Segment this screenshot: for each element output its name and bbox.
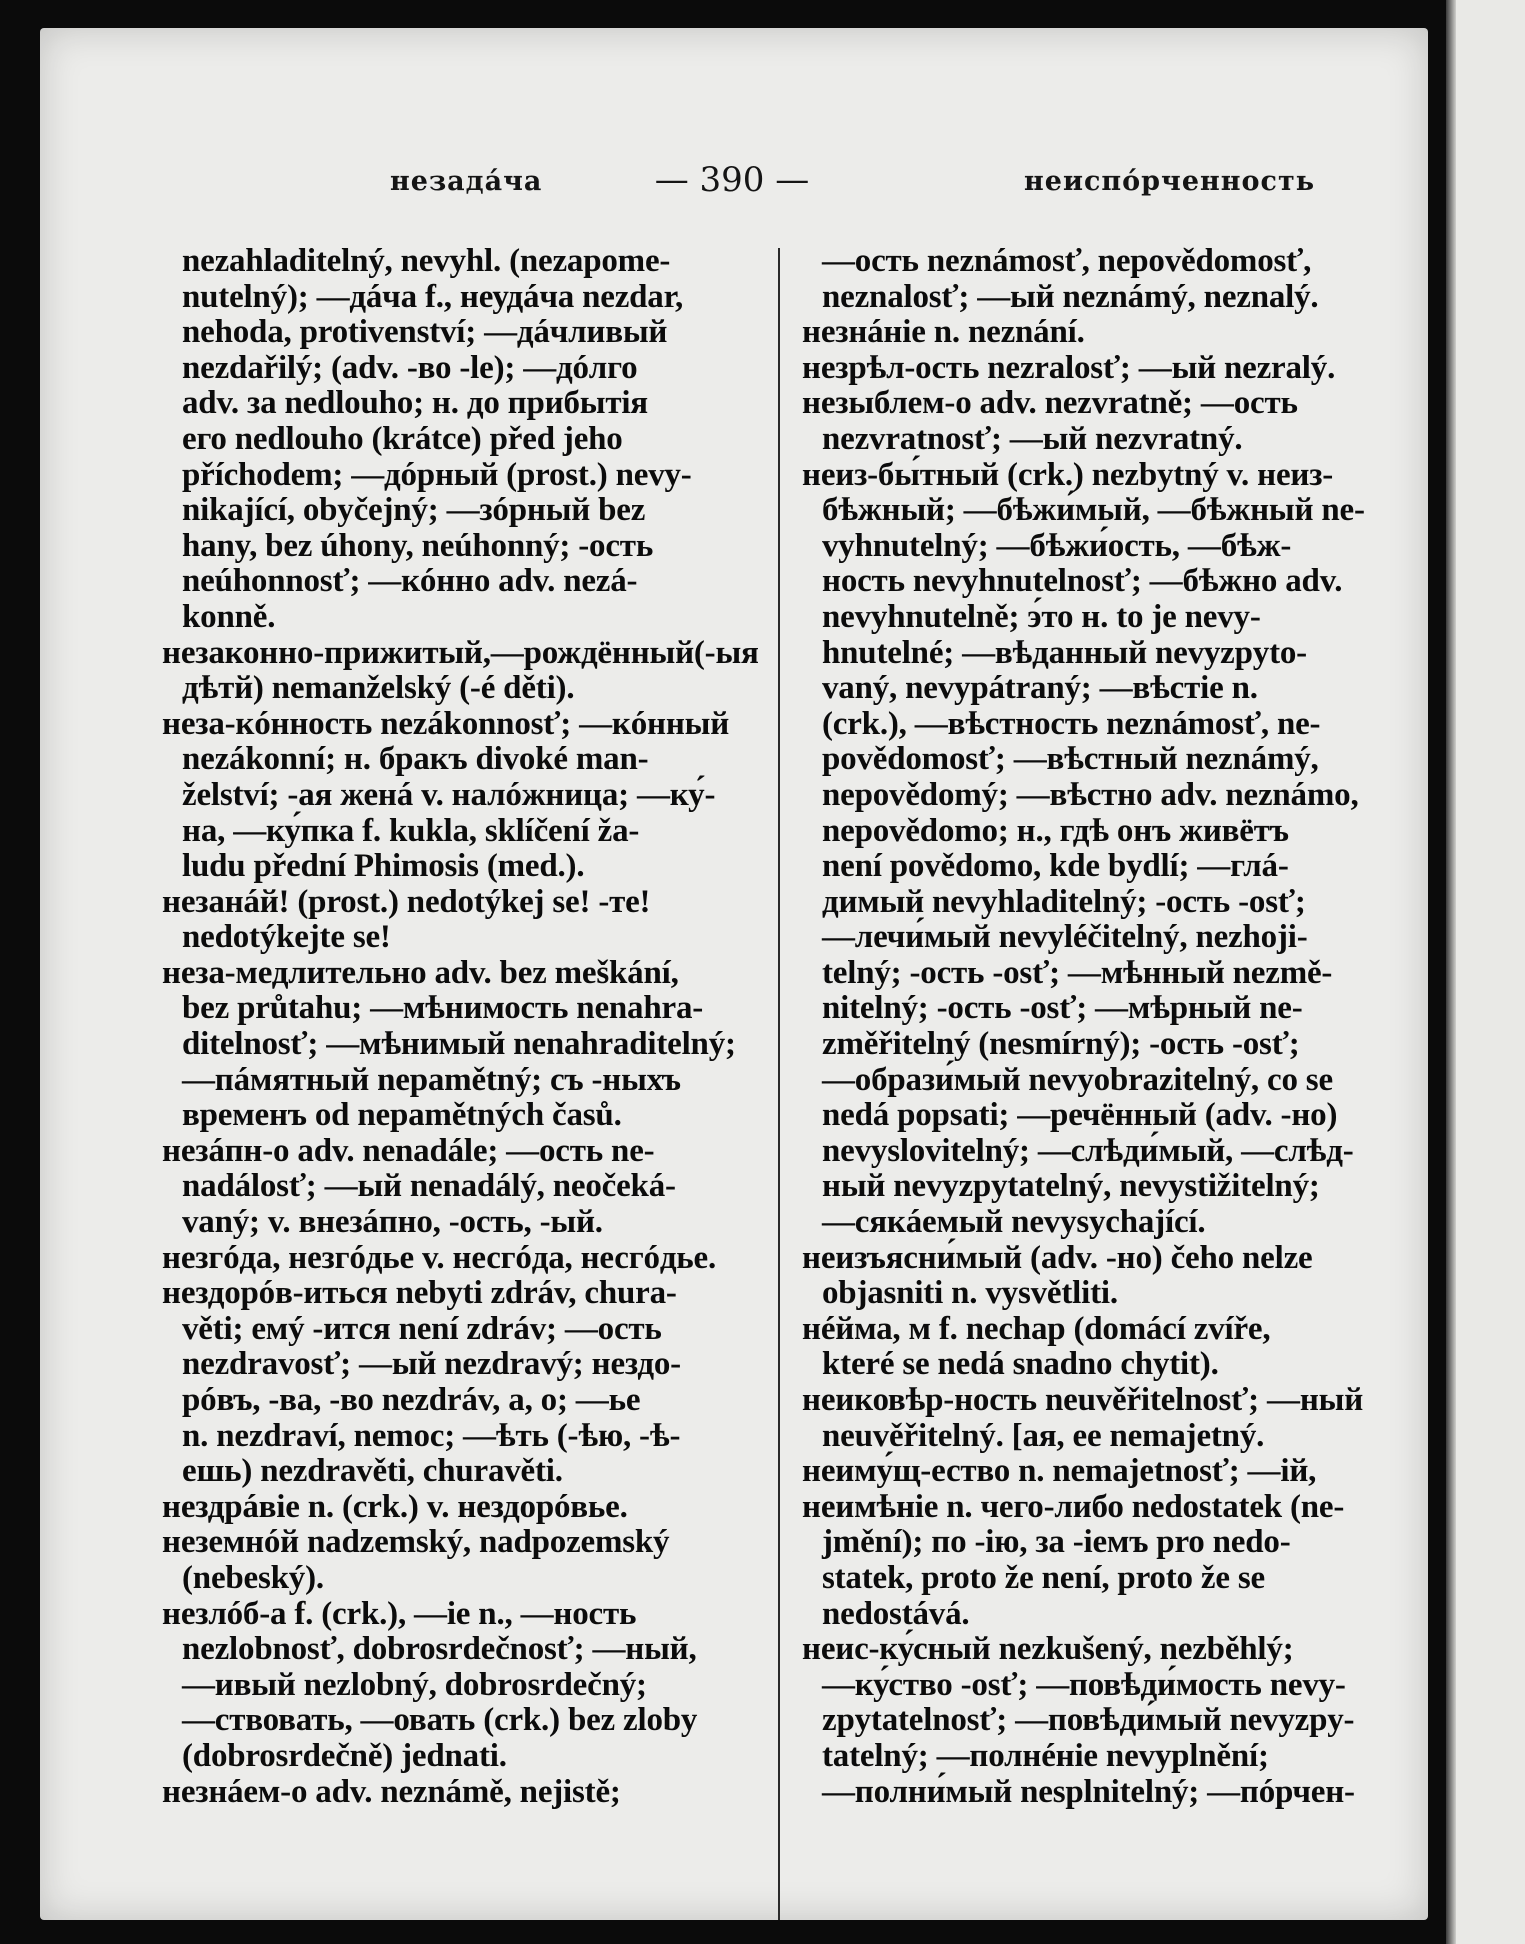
dictionary-line: bez průtahu; —мѣнимость nenahra- <box>182 990 704 1027</box>
dictionary-line: неимѣніе n. чего-либо nedostatek (ne- <box>802 1488 1345 1525</box>
dictionary-line: рóвъ, -ва, -во nezdráv, a, o; —ье <box>182 1382 641 1418</box>
dictionary-line: neuvěřitelný. [ая, ее nemajetný. <box>822 1417 1265 1454</box>
dictionary-line: telný; -ость -osť; —мѣнный nezmě- <box>822 954 1333 991</box>
dictionary-line: незрѣл-ость nezralosť; —ый nezralý. <box>802 349 1336 386</box>
dictionary-line: nepovědomo; н., гдѣ онъ живётъ <box>822 812 1289 849</box>
dictionary-line: nevyslovitelný; —слѣди́мый, —слѣд- <box>822 1132 1354 1169</box>
dictionary-line: незыблем-о adv. nezvratně; —ость <box>802 385 1298 422</box>
dictionary-line: nitelný; -ость -osť; —мѣрный ne- <box>822 990 1303 1027</box>
dictionary-line: —полни́мый nesplnitelný; —пóрчен- <box>822 1773 1355 1810</box>
dictionary-line: želství; -ая женá v. налóжница; —ку́- <box>182 776 716 813</box>
dictionary-line: временъ od nepamětných časů. <box>182 1097 622 1134</box>
dictionary-line: —ку́ство -osť; —повѣди́мость nevy- <box>822 1666 1346 1703</box>
dictionary-line: nedotýkejte se! <box>182 919 391 956</box>
dictionary-line: (dobrosrdečně) jednati. <box>182 1737 507 1774</box>
dictionary-line: неизъясни́мый (adv. -но) čeho nelze <box>802 1239 1313 1276</box>
dictionary-line: nedostává. <box>822 1595 970 1632</box>
dictionary-line: nedá popsati; —речённый (adv. -но) <box>822 1097 1338 1134</box>
dictionary-line: на, —ку́пка f. kukla, sklíčení ža- <box>182 812 640 849</box>
header-left-word: незадáча <box>390 166 543 197</box>
dictionary-line: věti; емý -ится není zdráv; —ость <box>182 1310 662 1347</box>
dictionary-line: nezdařilý; (adv. -во -le); —дóлго <box>182 349 638 386</box>
left-column <box>162 244 784 1810</box>
dictionary-line: nutelný); —дáча f., неудáча nezdar, <box>182 278 684 315</box>
dictionary-line: бѣжный; —бѣжи́мый, —бѣжный ne- <box>822 492 1365 529</box>
dictionary-line: —пáмятный nepamětný; съ -ныхъ <box>182 1061 681 1098</box>
dictionary-line: příchodem; —дóрный (prost.) nevy- <box>182 456 692 493</box>
dictionary-line: незáпн-о adv. nenadále; —ость ne- <box>162 1132 655 1169</box>
dictionary-line: незгóда, незгóдье v. несгóда, несгóдье. <box>162 1239 717 1276</box>
dictionary-line: ность nevyhnutelnosť; —бѣжно adv. <box>822 563 1343 600</box>
dictionary-line: незанáй! (prost.) nedotýkej se! -те! <box>162 883 651 920</box>
dictionary-line: ludu přední Phimosis (med.). <box>182 848 585 885</box>
dictionary-line: není povědomo, kde bydlí; —глá- <box>822 848 1289 885</box>
dictionary-line: неиковѣр-ность neuvěřitelnosť; —ный <box>802 1382 1364 1418</box>
dictionary-line: jmění); по -ію, за -іемъ pro nedo- <box>822 1524 1291 1561</box>
dictionary-line: n. nezdraví, nemoc; —ѣть (-ѣю, -ѣ- <box>182 1417 681 1454</box>
dictionary-line: нездорóв-иться nebyti zdráv, chura- <box>162 1275 677 1312</box>
dictionary-line: дѣтй) nemanželský (-é děti). <box>182 670 575 707</box>
dictionary-line: незлóб-а f. (crk.), —іе n., —ность <box>162 1595 637 1632</box>
dictionary-line: neúhonnosť; —кóнно adv. nezá- <box>182 563 638 600</box>
dictionary-line: vyhnutelný; —бѣжи́ость, —бѣж- <box>822 527 1292 564</box>
page-number: — 390 — <box>654 160 810 200</box>
dictionary-line: nezdravosť; —ый nezdravý; нездо- <box>182 1346 681 1383</box>
dictionary-line: ешь) nezdravěti, churavěti. <box>182 1453 563 1490</box>
dictionary-line: ditelnosť; —мѣнимый nenahraditelný; <box>182 1026 736 1063</box>
dictionary-line: nezvratnosť; —ый nezvratný. <box>822 420 1243 457</box>
dictionary-line: nezlobnosť, dobrosrdečnosť; —ный, <box>182 1631 697 1668</box>
adjacent-page-edge <box>1446 0 1525 1944</box>
dictionary-line: его nedlouho (krátce) před jeho <box>182 420 623 457</box>
dictionary-line: неза-медлительно adv. bez meškání, <box>162 954 679 991</box>
dictionary-line: změřitelný (nesmírný); -ость -osť; <box>822 1026 1300 1063</box>
dictionary-line: неиз-бы́тный (crk.) nezbytný v. неиз- <box>802 456 1334 493</box>
right-column <box>802 244 1424 1810</box>
dictionary-line: neznalosť; —ый neznámý, neznalý. <box>822 278 1319 315</box>
dictionary-line: нездрáвіе n. (crk.) v. нездорóвье. <box>162 1488 628 1525</box>
dictionary-line: —ость neznámosť, nepovědomosť, <box>822 243 1312 279</box>
dictionary-line: (nebeský). <box>182 1559 324 1596</box>
dictionary-line: nikající, obyčejný; —зóрный bez <box>182 492 646 529</box>
dictionary-line: hnutelné; —вѣданный nevyzpyto- <box>822 634 1307 671</box>
dictionary-line: —образи́мый nevyobrazitelný, co se <box>822 1061 1333 1098</box>
dictionary-line: —сякáемый nevysychající. <box>822 1204 1206 1241</box>
dictionary-line: nehoda, protivenství; —дáчливый <box>182 314 668 351</box>
dictionary-line: nezákonní; н. бракъ divoké man- <box>182 741 649 778</box>
dictionary-line: нéйма, м f. nechap (domácí zvíře, <box>802 1310 1271 1347</box>
dictionary-line: tatelný; —полнéніе nevyplnění; <box>822 1737 1269 1774</box>
dictionary-line: (crk.), —вѣстность neznámosť, ne- <box>822 705 1321 742</box>
dictionary-line: nepovědomý; —вѣстно adv. neznámo, <box>822 776 1359 813</box>
dictionary-line: vaný, nevypátraný; —вѣстіе n. <box>822 670 1258 707</box>
dictionary-line: povědomosť; —вѣстный neznámý, <box>822 741 1319 778</box>
dictionary-line: nevyhnutelně; э́то н. to je nevy- <box>822 598 1261 635</box>
header-right-word: неиспóрченность <box>1024 166 1316 197</box>
dictionary-line: nadálosť; —ый nenadálý, neočeká- <box>182 1168 676 1205</box>
column-divider <box>778 248 780 1920</box>
dictionary-line: неиму́щ-ество n. nemajetnosť; —ій, <box>802 1453 1317 1490</box>
dictionary-line: —ствовать, —овать (crk.) bez zloby <box>182 1702 698 1739</box>
dictionary-line: nezahladitelný, nevyhl. (nezapome- <box>182 243 671 279</box>
dictionary-line: неземнóй nadzemský, nadpozemský <box>162 1524 670 1561</box>
dictionary-line: неза-кóнность nezákonnosť; —кóнный <box>162 705 730 742</box>
dictionary-line: —лечи́мый nevyléčitelný, nezhoji- <box>822 919 1308 956</box>
dictionary-line: незаконно-прижитый,—рождённый(-ыя <box>162 634 759 671</box>
dictionary-line: statek, proto že není, proto že se <box>822 1559 1265 1596</box>
dictionary-line: —ивый nezlobný, dobrosrdečný; <box>182 1666 647 1703</box>
dictionary-line: hany, bez úhony, neúhonný; -ость <box>182 527 654 564</box>
dictionary-line: které se nedá snadno chytit). <box>822 1346 1219 1383</box>
dictionary-line: vaný; v. внезáпно, -ость, -ый. <box>182 1204 603 1241</box>
dictionary-page <box>40 28 1428 1920</box>
dictionary-line: zpytatelnosť; —повѣди́мый nevyzpy- <box>822 1702 1355 1739</box>
dictionary-line: незнáем-о adv. neznámě, nejistě; <box>162 1773 621 1810</box>
dictionary-line: неис-ку́сный nezkušený, nezběhlý; <box>802 1631 1294 1668</box>
dictionary-line: objasniti n. vysvětliti. <box>822 1275 1118 1312</box>
dictionary-line: димый nevyhladitelný; -ость -osť; <box>822 883 1306 920</box>
dictionary-line: adv. за nedlouho; н. до прибытія <box>182 385 648 422</box>
dictionary-line: ный nevyzpytatelný, nevystižitelný; <box>822 1168 1320 1205</box>
dictionary-line: незнáніе n. neznání. <box>802 314 1085 351</box>
dictionary-line: konně. <box>182 598 276 635</box>
page-header <box>40 160 1428 204</box>
